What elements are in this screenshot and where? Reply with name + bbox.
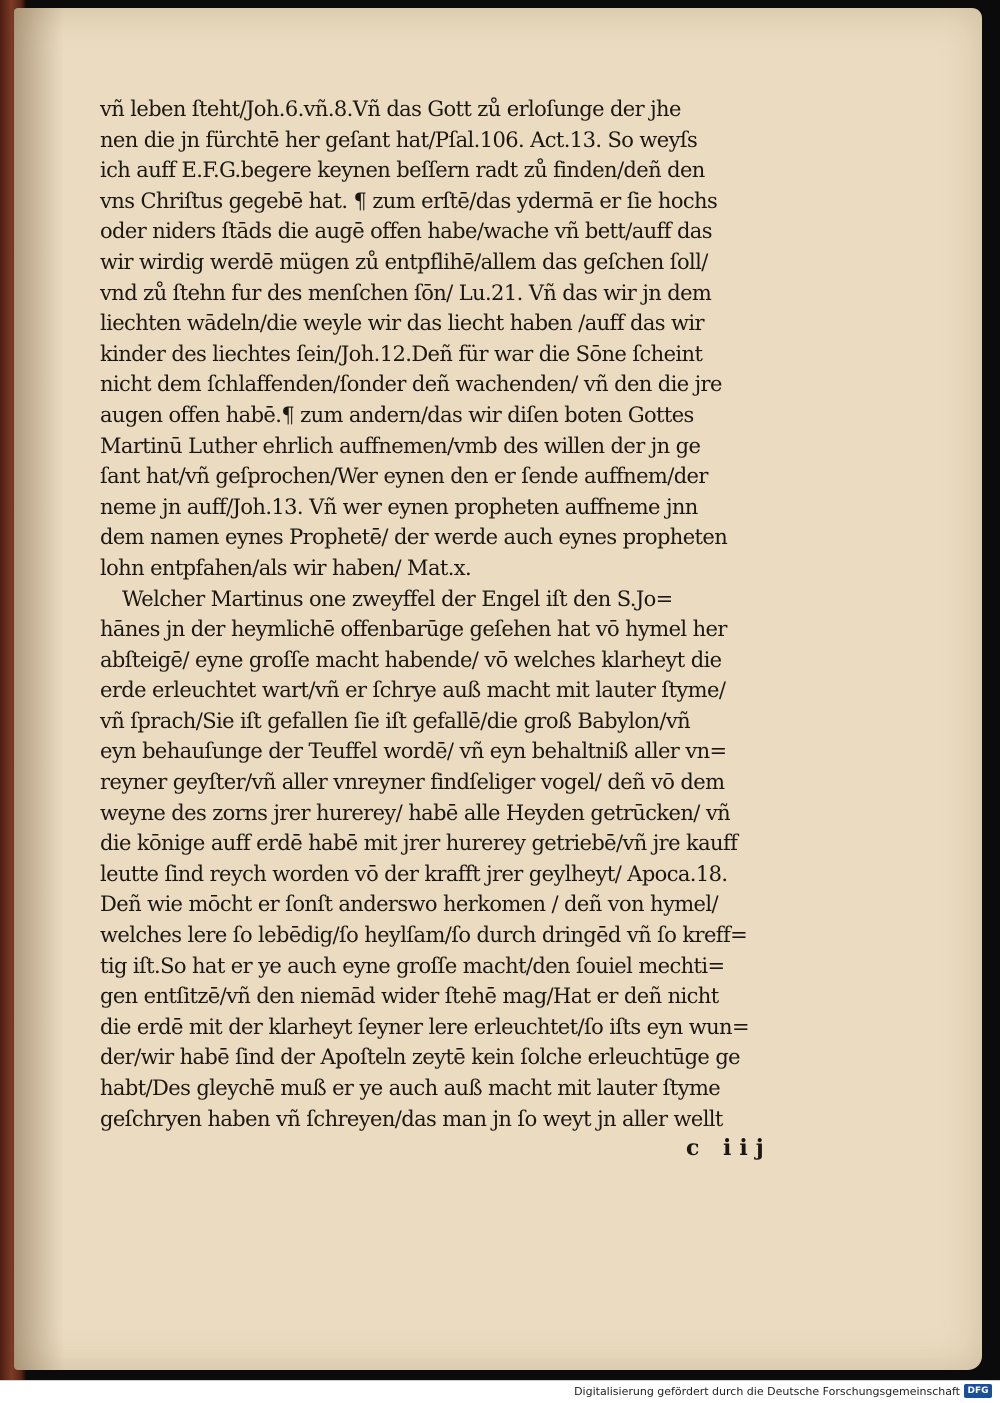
text-line: vnd zů ſtehn fur des menſchen ſōn/ Lu.21. Vñ das wir jn dem	[100, 280, 712, 305]
footer-credit: Digitalisierung gefördert durch die Deutsche Forschungsgemeinschaft	[574, 1385, 960, 1398]
page-gutter-shadow	[14, 8, 64, 1370]
text-line: augen offen habē.¶ zum andern/das wir diſen boten Gottes	[100, 402, 694, 427]
text-line: abſteigē/ eyne groſſe macht habende/ vō welches klarheyt die	[100, 647, 722, 672]
text-line: hānes jn der heymlichē offenbarūge geſehen hat vō hymel her	[100, 617, 727, 642]
page-text-block	[100, 94, 830, 1134]
text-line: vns Chriſtus gegebē hat. ¶ zum erſtē/das ydermā er ſie hochs	[100, 188, 718, 213]
text-line: weyne des zorns jrer hurerey/ habē alle Heyden getrūcken/ vñ	[100, 800, 731, 825]
text-line: geſchryen haben vñ ſchreyen/das man jn ſo weyt jn aller wellt	[100, 1106, 723, 1131]
signature-mark: c iij	[686, 1135, 772, 1161]
text-line: ſant hat/vñ geſprochen/Wer eynen den er ſende auffnem/der	[100, 464, 708, 489]
text-line: reyner geyſter/vñ aller vnreyner findſeliger vogel/ deñ vō dem	[100, 770, 725, 795]
text-line: eyn behauſunge der Teuffel wordē/ vñ eyn behaltniß aller vn=	[100, 739, 727, 764]
text-line: wir wirdig werdē mügen zů entpflihē/allem das geſchen ſoll/	[100, 249, 708, 274]
text-line: leutte ſind reych worden vō der krafft jrer geylheyt/ Apoca.18.	[100, 861, 728, 886]
footer-bar	[0, 1380, 1000, 1403]
text-line: Deñ wie mōcht er ſonſt anderswo herkomen / deñ von hymel/	[100, 892, 718, 917]
text-line: nen die jn fürchtē her geſant hat/Pſal.106. Act.13. So weyſs	[100, 127, 698, 152]
text-line: lohn entpfahen/als wir haben/ Mat.x.	[100, 555, 472, 580]
text-line: habt/Des gleychē muß er ye auch auß macht mit lauter ſtyme	[100, 1076, 721, 1100]
text-line: Martinū Luther ehrlich auffnemen/vmb des willen der jn ge	[100, 433, 701, 458]
dfg-logo-icon: DFG	[964, 1384, 992, 1398]
text-line: vñ leben ſteht/Joh.6.vñ.8.Vñ das Gott zů erloſunge der jhe	[100, 97, 681, 121]
text-line: Welcher Martinus one zweyffel der Engel iſt den S.Jo=	[122, 586, 673, 611]
text-line: welches lere ſo lebēdig/ſo heylſam/ſo durch dringēd vñ ſo kreff=	[100, 923, 748, 948]
text-line: ich auff E.F.G.begere keynen beſſern radt zů finden/deñ den	[100, 158, 705, 183]
text-line: kinder des liechtes ſein/Joh.12.Deñ für war die Sōne ſcheint	[100, 341, 703, 366]
text-line: liechten wādeln/die weyle wir das liecht haben /auff das wir	[100, 311, 704, 336]
text-line: der/wir habē ſind der Apoſteln zeytē kein ſolche erleuchtūge ge	[100, 1045, 740, 1070]
text-line: erde erleuchtet wart/vñ er ſchrye auß macht mit lauter ſtyme/	[100, 678, 726, 703]
text-line: neme jn auff/Joh.13. Vñ wer eynen propheten auffneme jnn	[100, 494, 698, 519]
text-line: dem namen eynes Prophetē/ der werde auch eynes propheten	[100, 525, 728, 550]
text-line: gen entſitzē/vñ den niemād wider ſtehē mag/Hat er deñ nicht	[100, 984, 719, 1009]
text-line: die erdē mit der klarheyt ſeyner lere erleuchtet/ſo iſts eyn wun=	[100, 1014, 749, 1039]
text-line: vñ ſprach/Sie iſt gefallen ſie iſt gefallē/die groß Babylon/vñ	[100, 708, 691, 733]
text-line: tig iſt.So hat er ye auch eyne groſſe macht/den ſouiel mechti=	[100, 953, 725, 978]
text-line: die kōnige auff erdē habē mit jrer hurerey getriebē/vñ jre kauff	[100, 831, 738, 856]
text-line: nicht dem ſchlaffenden/ſonder deñ wachenden/ vñ den die jre	[100, 372, 722, 397]
text-line: oder niders ſtāds die augē offen habe/wache vñ bett/auff das	[100, 219, 712, 244]
